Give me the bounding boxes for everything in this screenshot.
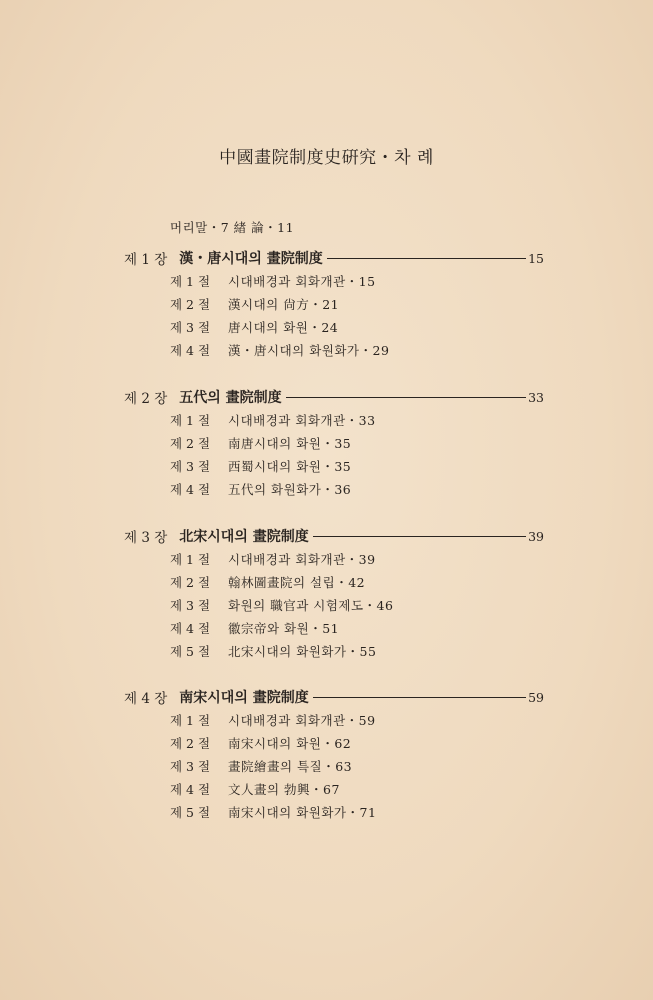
section-number: 제 5 절: [170, 643, 211, 659]
intro-line: 머리말・7 緖 論・11: [170, 220, 295, 235]
section-number: 제 4 절: [170, 481, 211, 497]
section-number: 제 4 절: [170, 620, 211, 636]
chapter-number: 제 2 장: [124, 391, 168, 407]
section-number: 제 2 절: [170, 435, 211, 451]
section-number: 제 3 절: [170, 758, 211, 774]
section-item: [124, 269, 544, 292]
section-number: 제 2 절: [170, 574, 211, 590]
section-title: 南宋시대의 화원・62: [228, 735, 352, 751]
section-item: [124, 570, 544, 593]
section-item: [124, 431, 544, 454]
section-item: [124, 593, 544, 616]
section-title: 畫院繪畫의 특질・63: [228, 758, 353, 774]
section-number: 제 4 절: [170, 342, 211, 358]
section-list: [124, 269, 544, 361]
section-item: [124, 754, 544, 777]
chapter-page: 33: [528, 389, 544, 405]
section-item: [124, 800, 544, 823]
chapter-page: 59: [528, 689, 544, 705]
section-title: 漢・唐시대의 화원화가・29: [228, 342, 390, 358]
section-title: 北宋시대의 화원화가・55: [228, 643, 377, 659]
section-title: 시대배경과 회화개관・39: [228, 551, 376, 567]
section-list: [124, 708, 544, 823]
chapter-heading: [124, 686, 544, 708]
section-title: 徽宗帝와 화원・51: [228, 620, 340, 636]
leader-line: [286, 397, 526, 398]
chapter-2: [124, 386, 544, 500]
section-number: 제 1 절: [170, 712, 211, 728]
chapter-heading: [124, 247, 544, 269]
chapter-page: 15: [528, 250, 544, 266]
section-item: [124, 708, 544, 731]
chapter-3: [124, 525, 544, 662]
section-number: 제 2 절: [170, 296, 211, 312]
section-title: 唐시대의 화원・24: [228, 319, 339, 335]
section-number: 제 3 절: [170, 458, 211, 474]
leader-line: [313, 536, 526, 537]
section-number: 제 3 절: [170, 319, 211, 335]
section-item: [124, 777, 544, 800]
section-title: 화원의 職官과 시험제도・46: [228, 597, 394, 613]
section-title: 漢시대의 尙方・21: [228, 296, 340, 312]
section-item: [124, 408, 544, 431]
section-item: [124, 454, 544, 477]
section-number: 제 5 절: [170, 804, 211, 820]
section-item: [124, 616, 544, 639]
chapter-title: 漢・唐시대의 畫院制度: [179, 251, 323, 267]
section-list: [124, 408, 544, 500]
chapter-title: 五代의 畫院制度: [179, 390, 282, 406]
section-title: 시대배경과 회화개관・59: [228, 712, 376, 728]
chapter-4: [124, 686, 544, 823]
section-number: 제 1 절: [170, 551, 211, 567]
section-number: 제 1 절: [170, 412, 211, 428]
page-title: 中國畫院制度史硏究・차 례: [219, 148, 434, 168]
chapter-title: 北宋시대의 畫院制度: [179, 529, 309, 545]
chapter-heading: [124, 386, 544, 408]
section-title: 五代의 화원화가・36: [228, 481, 352, 497]
chapter-heading: [124, 525, 544, 547]
section-item: [124, 338, 544, 361]
section-number: 제 4 절: [170, 781, 211, 797]
chapter-title: 南宋시대의 畫院制度: [179, 690, 309, 706]
chapter-number: 제 3 장: [124, 530, 168, 546]
chapter-number: 제 4 장: [124, 691, 168, 707]
section-title: 시대배경과 회화개관・33: [228, 412, 376, 428]
section-item: [124, 315, 544, 338]
chapter-number: 제 1 장: [124, 252, 168, 268]
section-title: 西蜀시대의 화원・35: [228, 458, 352, 474]
section-list: [124, 547, 544, 662]
section-item: [124, 477, 544, 500]
section-number: 제 1 절: [170, 273, 211, 289]
chapter-page: 39: [528, 528, 544, 544]
section-title: 翰林圖畫院의 설립・42: [228, 574, 366, 590]
section-item: [124, 547, 544, 570]
section-number: 제 3 절: [170, 597, 211, 613]
section-title: 시대배경과 회화개관・15: [228, 273, 376, 289]
leader-line: [313, 697, 526, 698]
chapter-1: [124, 247, 544, 361]
section-title: 文人畫의 勃興・67: [228, 781, 340, 797]
section-item: [124, 639, 544, 662]
section-item: [124, 731, 544, 754]
section-number: 제 2 절: [170, 735, 211, 751]
leader-line: [327, 258, 526, 259]
section-title: 南宋시대의 화원화가・71: [228, 804, 377, 820]
section-item: [124, 292, 544, 315]
section-title: 南唐시대의 화원・35: [228, 435, 352, 451]
